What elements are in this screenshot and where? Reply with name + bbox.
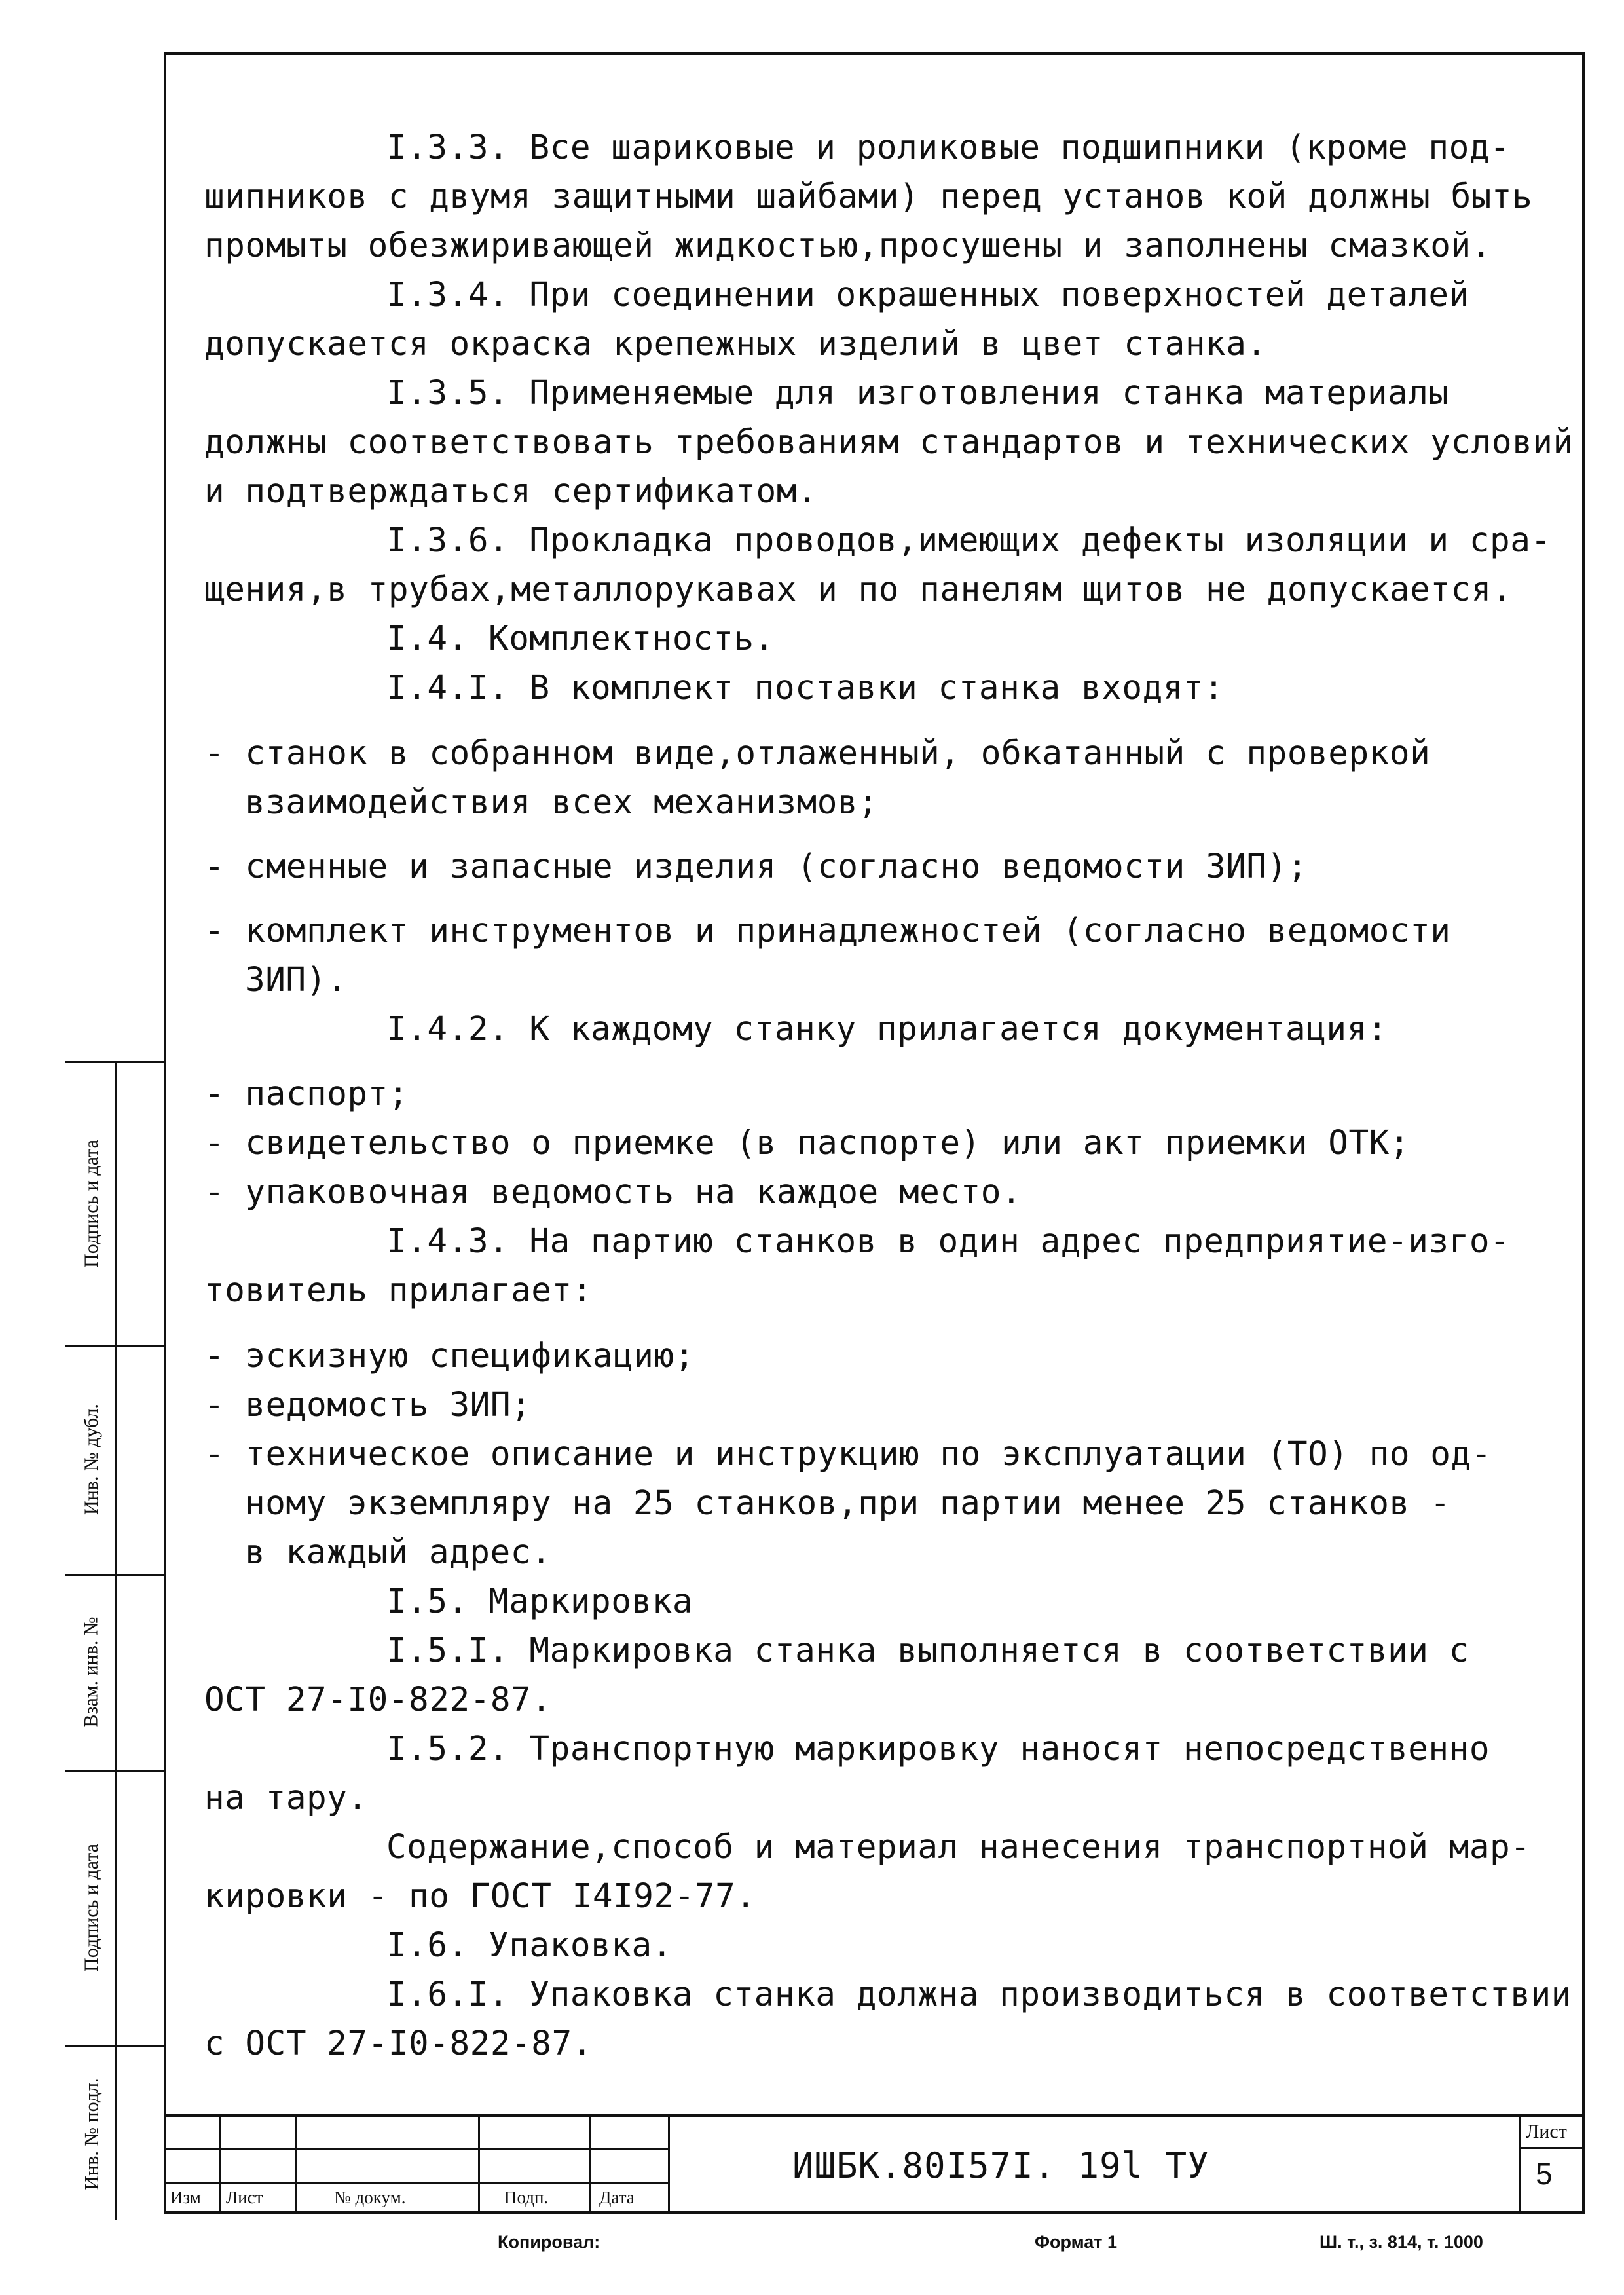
document-code: ИШБК.80I57I. 19l ТУ — [792, 2145, 1209, 2186]
col-list-label: Лист — [226, 2188, 263, 2207]
col-izm-label: Изм — [170, 2188, 201, 2207]
list-item: - свидетельство о приемке (в паспорте) или акт приемки ОТК; — [204, 1124, 1411, 1163]
footer-copied: Копировал: — [498, 2232, 600, 2252]
sheet-number: 5 — [1536, 2157, 1553, 2191]
list-item: - ведомость ЗИП; — [204, 1386, 532, 1425]
list-item-continuation: взаимодействия всех механизмов; — [245, 783, 879, 822]
text-line: с ОСТ 27-I0-822-87. — [204, 2024, 593, 2063]
inv-dubl-label: Инв. № дубл. — [81, 1404, 102, 1515]
text-line: ОСТ 27-I0-822-87. — [204, 1681, 552, 1719]
title-block-col-rule — [668, 2114, 670, 2214]
title-block-col-rule — [1519, 2114, 1521, 2214]
text-line: I.4.2. К каждому станку прилагается документация: — [386, 1010, 1388, 1049]
inv-podl-label: Инв. № подл. — [81, 2078, 102, 2190]
list-item: - станок в собранном виде,отлаженный, обкатанный с проверкой — [204, 734, 1431, 773]
text-line: щения,в трубах,металлорукавах и по панелям щитов не допускается. — [204, 570, 1513, 609]
text-line: допускается окраска крепежных изделий в цвет станка. — [204, 325, 1267, 364]
text-line: на тару. — [204, 1779, 368, 1818]
text-line: должны соответствовать требованиям стандартов и технических условий — [204, 423, 1574, 462]
text-line: товитель прилагает: — [204, 1271, 593, 1310]
side-stamp — [65, 1061, 164, 2220]
text-line: I.6.I. Упаковка станка должна производиться в соответствии — [386, 1975, 1572, 2014]
list-item: - эскизную спецификацию; — [204, 1337, 695, 1375]
list-item: - техническое описание и инструкцию по эксплуатации (ТО) по од- — [204, 1435, 1492, 1474]
title-block-row-rule — [164, 2182, 668, 2184]
title-block-col-rule — [478, 2114, 480, 2214]
text-line: шипников с двумя защитными шайбами) перед установ кой должны быть — [204, 177, 1533, 216]
podpis-data-label-2: Подпись и дата — [81, 1844, 103, 1972]
text-line: Содержание,способ и материал нанесения транспортной мар- — [386, 1828, 1531, 1867]
section-heading: I.4. Комплектность. — [386, 620, 775, 658]
title-block-col-rule — [589, 2114, 591, 2214]
text-line: I.3.5. Применяемые для изготовления станка материалы — [386, 374, 1449, 413]
section-heading: I.5. Маркировка — [386, 1582, 693, 1621]
footer-format: Формат 1 — [1035, 2232, 1118, 2252]
text-line: I.4.I. В комплект поставки станка входят: — [386, 669, 1225, 707]
text-line: I.3.4. При соединении окрашенных поверхностей деталей — [386, 276, 1469, 314]
title-block-sheet-rule — [1519, 2147, 1585, 2149]
list-item-continuation: ЗИП). — [245, 961, 348, 999]
text-line: I.5.I. Маркировка станка выполняется в соответствии с — [386, 1632, 1469, 1670]
text-line: I.4.3. На партию станков в один адрес предприятие-изго- — [386, 1222, 1511, 1261]
text-line: и подтверждаться сертификатом. — [204, 472, 818, 511]
sheet-label: Лист — [1526, 2121, 1567, 2142]
list-item: - упаковочная ведомость на каждое место. — [204, 1173, 1022, 1212]
title-block-col-rule — [219, 2114, 221, 2214]
list-item: - комплект инструментов и принадлежностей (согласно ведомости — [204, 912, 1451, 950]
text-line: I.5.2. Транспортную маркировку наносят непосредственно — [386, 1730, 1490, 1768]
list-item-continuation: в каждый адрес. — [245, 1533, 552, 1572]
vzam-inv-label: Взам. инв. № — [81, 1616, 102, 1728]
col-data-label: Дата — [599, 2188, 635, 2207]
section-heading: I.6. Упаковка. — [386, 1926, 673, 1965]
title-block-col-rule — [295, 2114, 297, 2214]
podpis-data-label: Подпись и дата — [81, 1140, 103, 1268]
text-line: промыты обезжиривающей жидкостью,просушены и заполнены смазкой. — [204, 227, 1492, 265]
text-line: I.3.6. Прокладка проводов,имеющих дефекты изоляции и сра- — [386, 521, 1551, 560]
col-doc-label: № докум. — [334, 2188, 406, 2207]
list-item: - паспорт; — [204, 1075, 409, 1113]
list-item-continuation: ному экземпляру на 25 станков,при партии менее 25 станков - — [245, 1484, 1451, 1523]
text-line: кировки - по ГОСТ I4I92-77. — [204, 1877, 756, 1916]
col-podp-label: Подп. — [504, 2188, 549, 2207]
title-block-row-rule — [164, 2148, 668, 2150]
text-line: I.3.3. Все шариковые и роликовые подшипники (кроме под- — [386, 128, 1511, 167]
list-item: - сменные и запасные изделия (согласно ведомости ЗИП); — [204, 848, 1308, 886]
title-block-top-rule — [164, 2114, 1585, 2117]
footer-print-info: Ш. т., з. 814, т. 1000 — [1320, 2232, 1483, 2252]
